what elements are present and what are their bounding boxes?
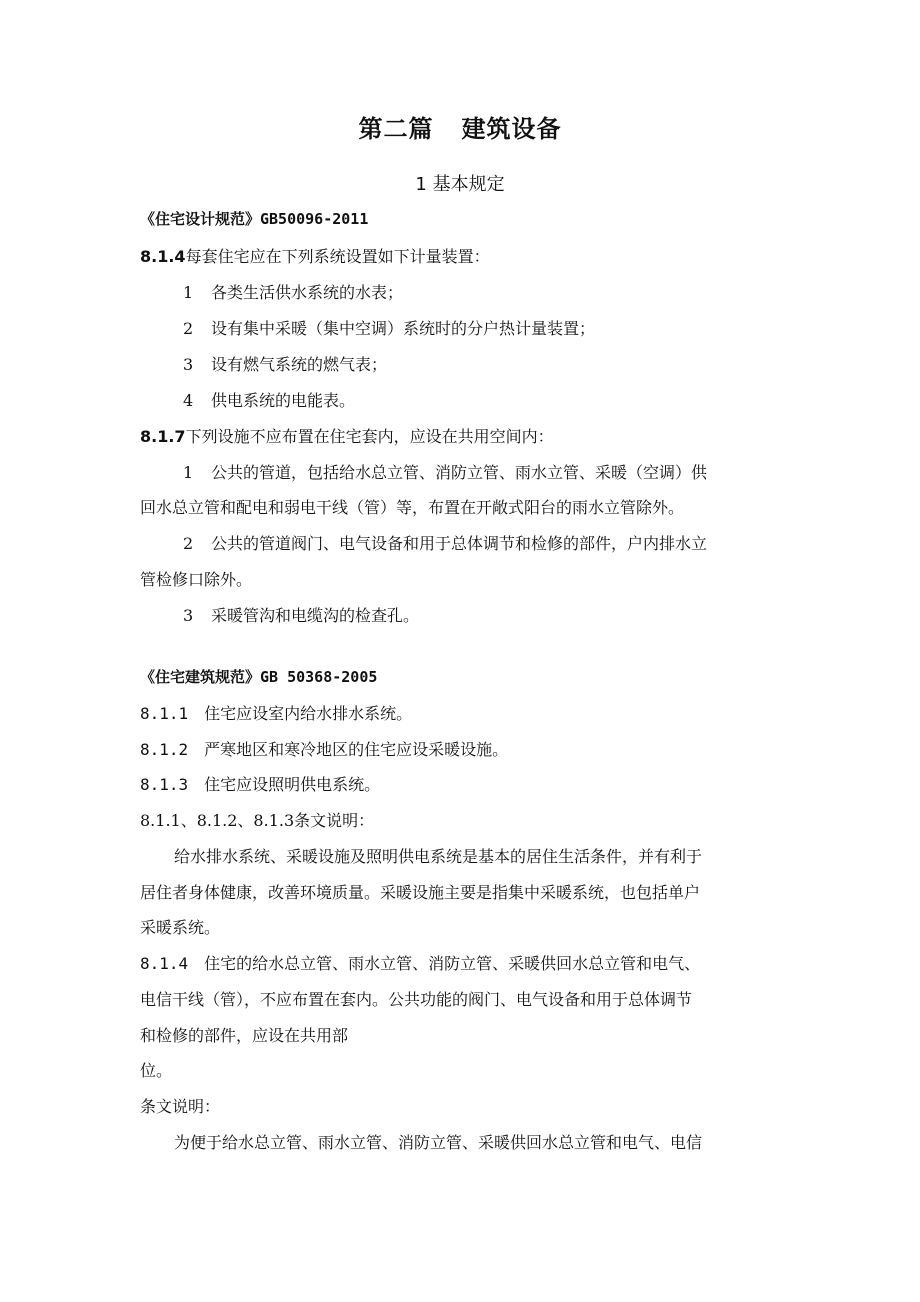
code-reference-gb50368: 《住宅建筑规范》GB 50368-2005 [140,668,378,686]
clause-8-1-4-item-3: 3 设有燃气系统的燃气表； [183,355,388,374]
clause-8-1-4-item-2: 2 设有集中采暖（集中空调）系统时的分户热计量装置； [183,319,596,338]
clause-8-1-4-gb50368-cont: 电信干线（管），不应布置在套内。公共功能的阀门、电气设备和用于总体调节 [140,990,693,1009]
explanation-line: 采暖系统。 [140,918,221,937]
clause-8-1-2: 8.1.2 严寒地区和寒冷地区的住宅应设采暖设施。 [140,740,509,759]
explanation-line: 给水排水系统、采暖设施及照明供电系统是基本的居住生活条件，并有利于 [174,847,703,866]
clause-8-1-7-item-3: 3 采暖管沟和电缆沟的检查孔。 [183,606,420,625]
explanation-line: 为便于给水总立管、雨水立管、消防立管、采暖供回水总立管和电气、电信 [174,1133,703,1152]
clause-8-1-4-gb50368-cont: 和检修的部件，应设在共用部 [140,1026,349,1045]
code-reference-gb50096: 《住宅设计规范》GB50096-2011 [140,210,369,228]
clause-8-1-4-gb50368-cont: 位。 [140,1061,173,1080]
clause-8-1-3: 8.1.3 住宅应设照明供电系统。 [140,775,381,794]
clause-8-1-4-gb50368: 8.1.4 住宅的给水总立管、雨水立管、消防立管、采暖供回水总立管和电气、 [140,954,701,973]
clause-8-1-7-item-1: 1 公共的管道，包括给水总立管、消防立管、雨水立管、采暖（空调）供 [183,463,708,482]
clause-8-1-7-item-2: 2 公共的管道阀门、电气设备和用于总体调节和检修的部件，户内排水立 [183,534,708,553]
clause-8-1-4-item-1: 1 各类生活供水系统的水表； [183,283,404,302]
part-title: 第二篇 建筑设备 [358,115,562,143]
explanation-label: 8.1.1、8.1.2、8.1.3条文说明： [140,811,375,830]
explanation-line: 居住者身体健康，改善环境质量。采暖设施主要是指集中采暖系统，也包括单户 [140,883,701,902]
clause-8-1-1: 8.1.1 住宅应设室内给水排水系统。 [140,704,413,723]
clause-8-1-7-item-1-cont: 回水总立管和配电和弱电干线（管）等，布置在开敞式阳台的雨水立管除外。 [140,498,685,517]
clause-8-1-7-item-2-cont: 管检修口除外。 [140,570,253,589]
explanation-label: 条文说明： [140,1097,221,1116]
section-heading: 1 基本规定 [415,174,505,195]
clause-8-1-4-item-4: 4 供电系统的电能表。 [183,391,356,410]
clause-8-1-4: 8.1.4每套住宅应在下列系统设置如下计量装置： [140,247,490,266]
clause-8-1-7: 8.1.7下列设施不应布置在住宅套内，应设在共用空间内： [140,427,554,446]
